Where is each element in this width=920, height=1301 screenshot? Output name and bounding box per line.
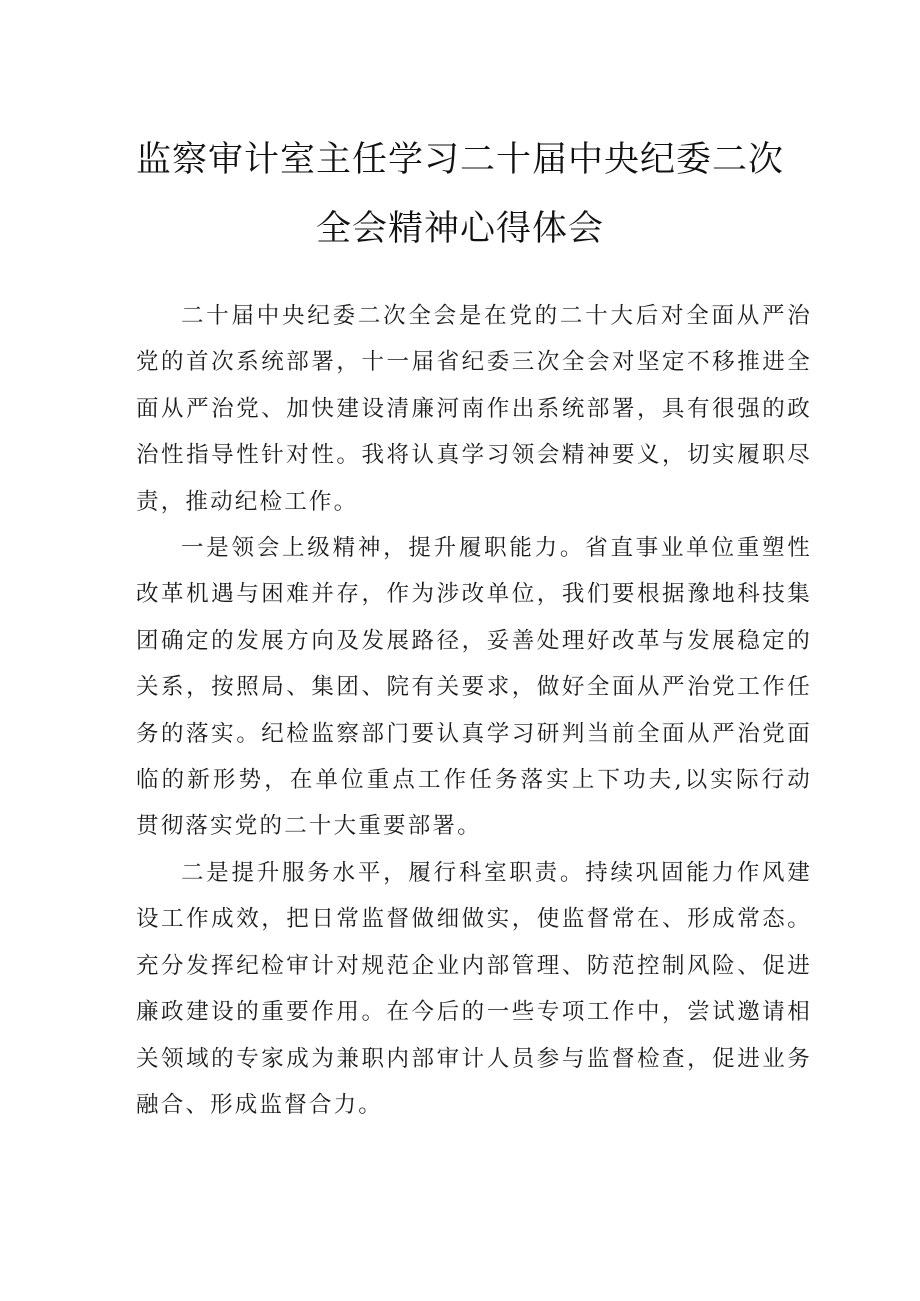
paragraph-point-two: 二是提升服务水平，履行科室职责。持续巩固能力作风建设工作成效，把日常监督做细做实，使监督常在、形成常态。充分发挥纪检审计对规范企业内部管理、防范控制风险、促进廉政建设的重要作用。在今后的一些专项工作中，尝试邀请相关领域的专家成为兼职内部审计人员参与监督检查，促进业务融合、形成监督合力。	[136, 859, 812, 1118]
paragraph-point-one: 一是领会上级精神，提升履职能力。省直事业单位重塑性改革机遇与困难并存，作为涉改单位，我们要根据豫地科技集团确定的发展方向及发展路径，妥善处理好改革与发展稳定的关系，按照局、集团、院有关要求，做好全面从严治党工作任务的落实。纪检监察部门要认真学习研判当前全面从严治党面临的新形势，在单位重点工作任务落实上下功夫,以实际行动贯彻落实党的二十大重要部署。	[136, 535, 812, 840]
paragraph-intro: 二十届中央纪委二次全会是在党的二十大后对全面从严治党的首次系统部署，十一届省纪委三次全会对坚定不移推进全面从严治党、加快建设清廉河南作出系统部署，具有很强的政治性指导性针对性。我将认真学习领会精神要义，切实履职尽责，推动纪检工作。	[136, 303, 812, 515]
document-title-line-1: 监察审计室主任学习二十届中央纪委二次	[135, 140, 784, 180]
document-body	[136, 293, 812, 1128]
document-title-line-2: 全会精神心得体会	[315, 209, 604, 249]
